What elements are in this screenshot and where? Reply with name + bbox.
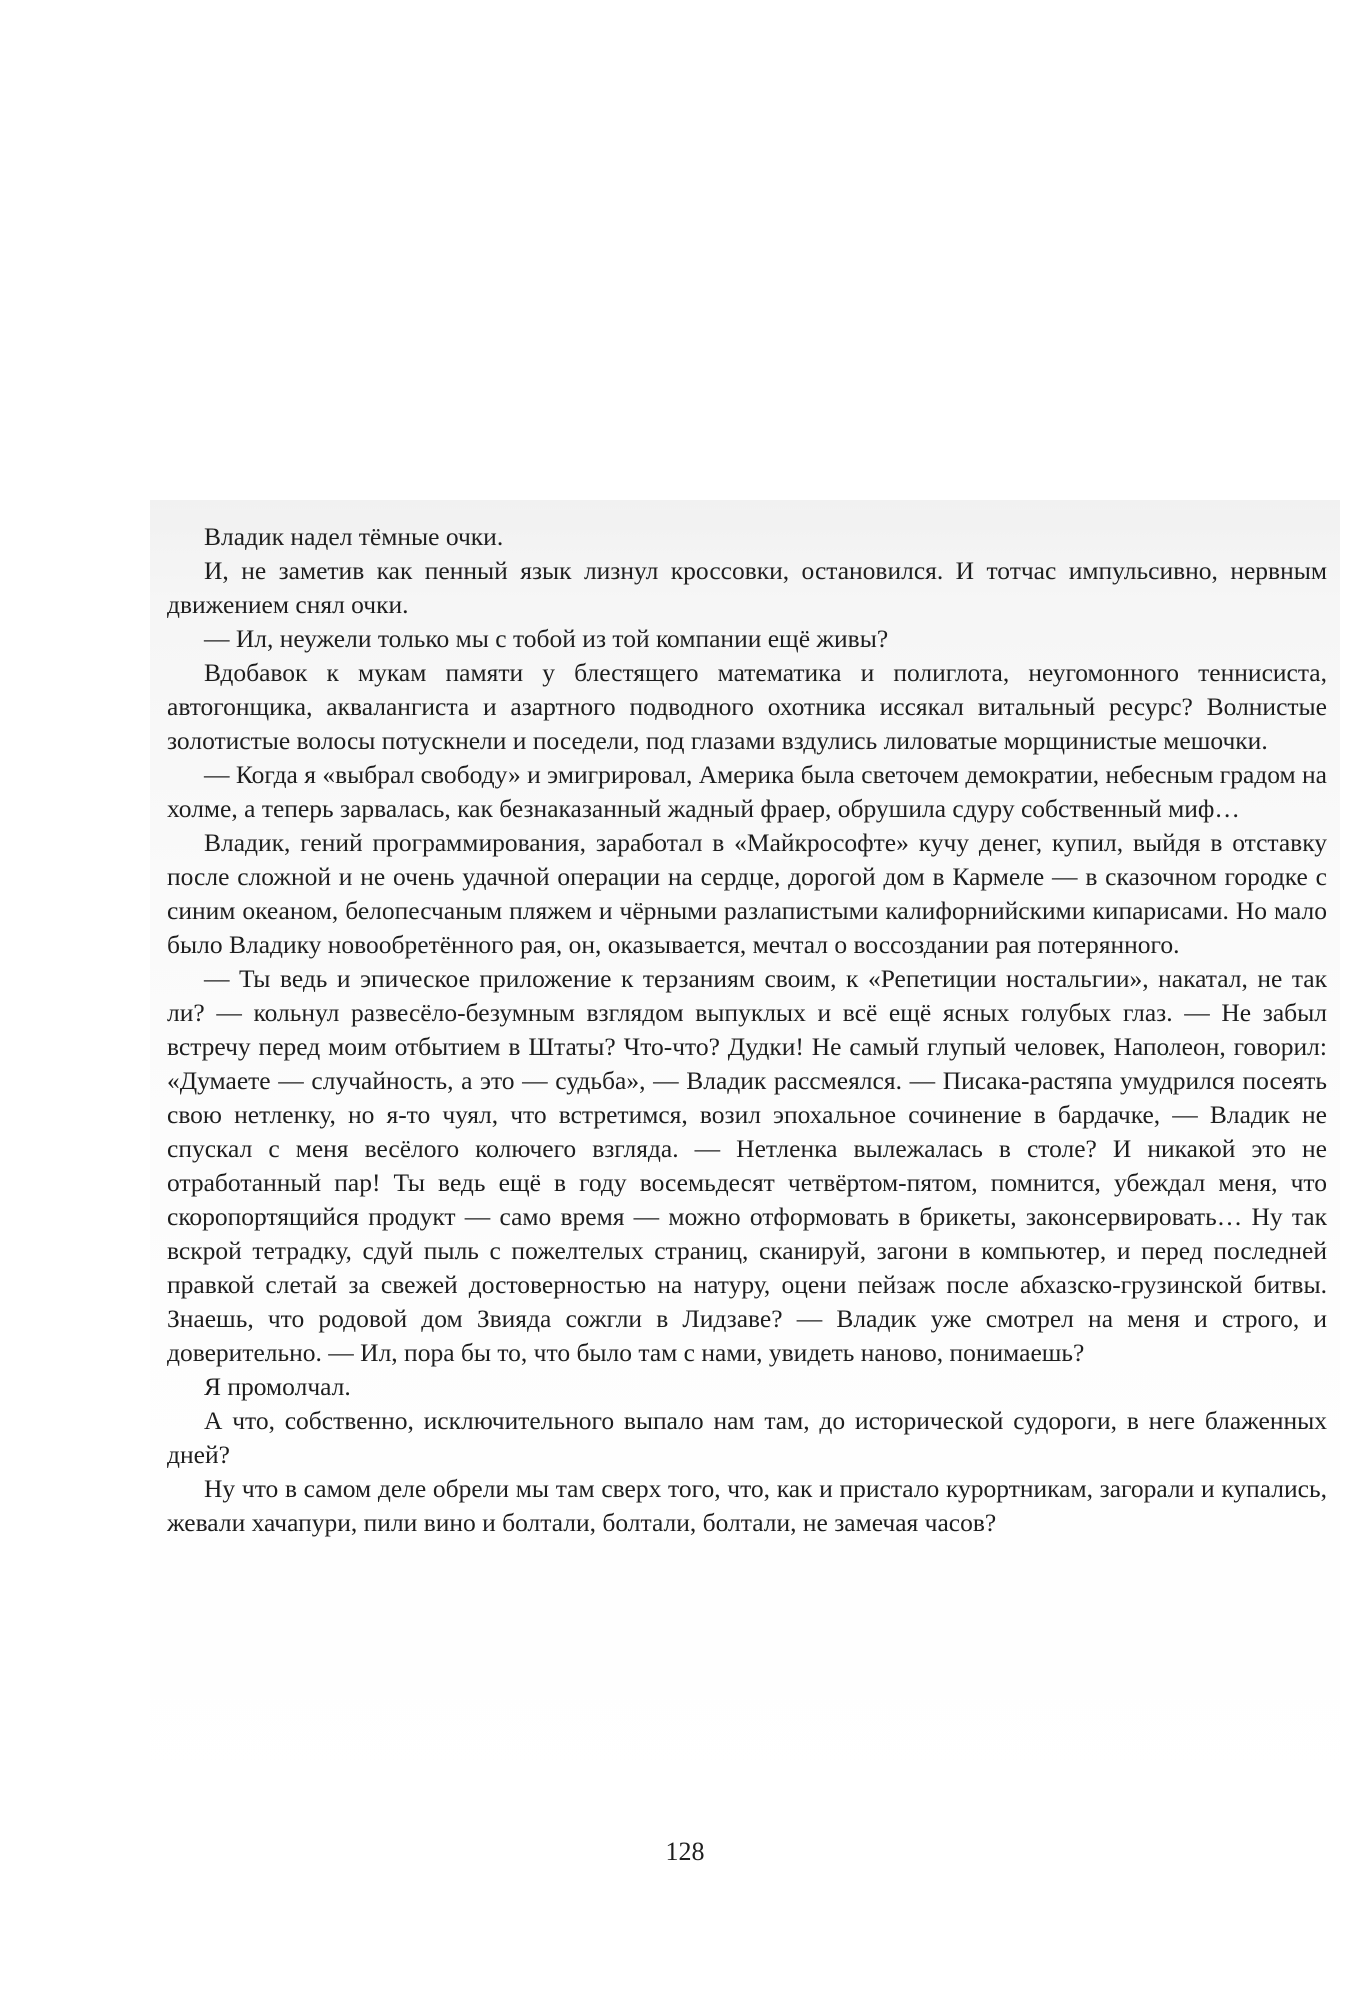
paragraph: А что, собственно, исключительного выпало нам там, до исторической судороги, в неге блаженных дней? — [167, 1406, 1327, 1469]
paragraph: И, не заметив как пенный язык лизнул кроссовки, остановился. И тотчас импульсивно, нервным движением снял очки. — [167, 556, 1327, 619]
paragraph: Владик надел тёмные очки. — [204, 522, 504, 551]
paragraph: — Когда я «выбрал свободу» и эмигрировал, Америка была светочем демократии, небесным градом на холме, а теперь зарвалась, как безнаказанный жадный фраер, обрушила сдуру собственный миф… — [167, 760, 1327, 823]
paragraph: Владик, гений программирования, заработал в «Майкрософте» кучу денег, купил, выйдя в отставку после сложной и не очень удачной операции на сердце, дорогой дом в Кармеле — в сказочном городке с синим океаном, белопесчаным пляжем и чёрными разлапистыми калифорнийскими кипарисами. Но мало было Владику новообретённого рая, он, оказывается, мечтал о воссоздании рая потерянного. — [167, 828, 1327, 959]
paragraph: Я промолчал. — [204, 1372, 351, 1401]
paragraph: Вдобавок к мукам памяти у блестящего математика и полиглота, неугомонного теннисиста, автогонщика, аквалангиста и азартного подводного охотника иссякал витальный ресурс? Волнистые золотистые волосы потускнели и поседели, под глазами вздулись лиловатые морщинистые мешочки. — [167, 658, 1327, 755]
paragraph: — Ты ведь и эпическое приложение к терзаниям своим, к «Репетиции ностальгии», накатал, не так ли? — кольнул развесёло-безумным взглядом выпуклых и всё ещё ясных голубых глаз. — Не забыл встречу перед моим отбытием в Штаты? Что-что? Дудки! Не самый глупый человек, Наполеон, говорил: «Думаете — случайность, а это — судьба», — Владик рассмеялся. — Писака-растяпа умудрился посеять свою нетленку, но я-то чуял, что встретимся, возил эпохальное сочинение в бардачке, — Владик не спускал с меня весёлого колючего взгляда. — Нетленка вылежалась в столе? И никакой это не отработанный пар! Ты ведь ещё в году восемьдесят четвёртом-пятом, помнится, убеждал меня, что скоропортящийся продукт — само время — можно отформовать в брикеты, законсервировать… Ну так вскрой тетрадку, сдуй пыль с пожелтелых страниц, сканируй, загони в компьютер, и перед последней правкой слетай за свежей достоверностью на натуру, оцени пейзаж после абхазско-грузинской битвы. Знаешь, что родовой дом Звияда сожгли в Лидзаве? — Владик уже смотрел на меня и строго, и доверительно. — Ил, пора бы то, что было там с нами, увидеть наново, понимаешь? — [167, 964, 1327, 1367]
page-number: 128 — [665, 1837, 705, 1866]
paragraph: Ну что в самом деле обрели мы там сверх того, что, как и пристало курортникам, загорали и купались, жевали хачапури, пили вино и болтали, болтали, болтали, не замечая часов? — [167, 1474, 1327, 1537]
paragraph: — Ил, неужели только мы с тобой из той компании ещё живы? — [204, 624, 889, 653]
body-text — [167, 520, 1327, 1540]
